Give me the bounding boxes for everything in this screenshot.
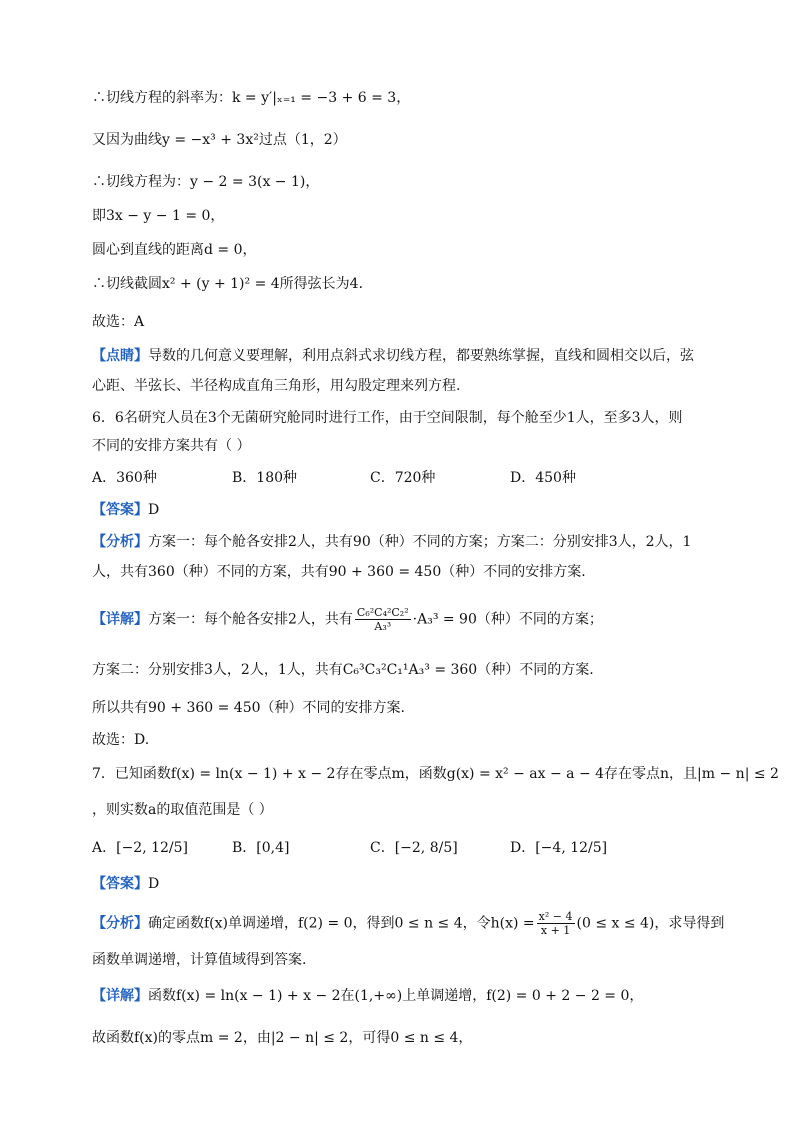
h-fraction — [537, 910, 575, 937]
answer-value: D — [148, 876, 160, 892]
question-7-line-1: 7．已知函数f(x) = ln(x − 1) + x − 2存在零点m，函数g(x) = x² − ax − a − 4存在零点n，且|m − n| ≤ 2 — [92, 766, 779, 782]
comment-line-2: 心距、半弦长、半径构成直角三角形，用勾股定理来列方程. — [92, 378, 461, 394]
analysis-tag: 【分析】 — [92, 534, 148, 550]
q6-option-c: C．720种 — [370, 470, 436, 486]
text-line-select-a: 故选：A — [92, 314, 145, 330]
q6-select: 故选：D. — [92, 732, 150, 748]
q6-analysis-line-2: 人，共有360（种）不同的方案，共有90 + 360 = 450（种）不同的安排方案. — [92, 564, 586, 580]
comment-line-1 — [92, 346, 694, 366]
q6-detail-line-1 — [92, 606, 603, 633]
text-line-distance: 圆心到直线的距离d = 0， — [92, 242, 257, 258]
question-6-line-2: 不同的安排方案共有（ ） — [92, 438, 251, 454]
detail-tag: 【详解】 — [92, 988, 148, 1004]
detail-text-tail: ·A₃³ = 90（种）不同的方案； — [412, 611, 603, 628]
combination-fraction — [355, 606, 411, 633]
fraction-denominator: A₃³ — [374, 620, 392, 633]
fraction-numerator: x² − 4 — [538, 910, 573, 923]
q7-answer — [92, 874, 159, 894]
detail-text: 方案一：每个舱各安排2人，共有 — [148, 611, 353, 628]
q7-detail-line-2: 故函数f(x)的零点m = 2，由|2 − n| ≤ 2，可得0 ≤ n ≤ 4， — [92, 1030, 473, 1046]
q6-detail-line-3: 所以共有90 + 360 = 450（种）不同的安排方案. — [92, 700, 405, 716]
question-7-line-2: ，则实数a的取值范围是（ ） — [92, 802, 273, 818]
answer-tag: 【答案】 — [92, 876, 148, 892]
detail-tag: 【详解】 — [92, 611, 148, 628]
answer-value: D — [148, 502, 160, 518]
text-line-slope: ∴切线方程的斜率为：k = y′|ₓ₌₁ = −3 + 6 = 3， — [92, 90, 411, 106]
detail-text: 函数f(x) = ln(x − 1) + x − 2在(1,+∞)上单调递增，f(2) = 0 + 2 − 2 = 0， — [148, 988, 644, 1004]
q6-option-a: A．360种 — [92, 470, 157, 486]
q7-detail-line-1 — [92, 986, 643, 1006]
fraction-denominator: x + 1 — [540, 924, 571, 937]
q6-answer — [92, 500, 159, 520]
analysis-text: 确定函数f(x)单调递增，f(2) = 0，得到0 ≤ n ≤ 4，令h(x) = — [148, 915, 535, 932]
analysis-tag: 【分析】 — [92, 915, 148, 932]
text-line-tangent: ∴切线方程为：y − 2 = 3(x − 1)， — [92, 174, 320, 190]
q7-option-b: B．[0,4] — [232, 840, 290, 856]
answer-tag: 【答案】 — [92, 502, 148, 518]
analysis-text: 方案一：每个舱各安排2人，共有90（种）不同的方案；方案二：分别安排3人，2人，1 — [148, 534, 692, 550]
q6-detail-line-2: 方案二：分别安排3人，2人，1人，共有C₆³C₃²C₁¹A₃³ = 360（种）不同的方案. — [92, 662, 594, 678]
q6-analysis-line-1 — [92, 532, 691, 552]
q6-option-d: D．450种 — [510, 470, 576, 486]
analysis-text-tail: (0 ≤ x ≤ 4)，求导得到 — [576, 915, 725, 932]
comment-text: 导数的几何意义要理解，利用点斜式求切线方程，都要熟练掌握，直线和圆相交以后，弦 — [148, 348, 694, 364]
fraction-numerator: C₆²C₄²C₂² — [356, 606, 409, 619]
q7-option-d: D．[−4, 12/5] — [510, 840, 608, 856]
text-line-equation: 即3x − y − 1 = 0， — [92, 208, 225, 224]
q7-option-a: A．[−2, 12/5] — [92, 840, 189, 856]
text-line-chord: ∴切线截圆x² + (y + 1)² = 4所得弦长为4． — [92, 276, 373, 292]
q6-option-b: B．180种 — [232, 470, 298, 486]
text-line-curve: 又因为曲线y = −x³ + 3x²过点（1，2） — [92, 132, 347, 148]
comment-tag: 【点睛】 — [92, 348, 148, 364]
question-6-line-1: 6．6名研究人员在3个无菌研究舱同时进行工作，由于空间限制，每个舱至少1人，至多3人，则 — [92, 410, 683, 426]
q7-analysis-line-1 — [92, 910, 724, 937]
q7-option-c: C．[−2, 8/5] — [370, 840, 458, 856]
q7-analysis-line-2: 函数单调递增，计算值域得到答案. — [92, 952, 307, 968]
